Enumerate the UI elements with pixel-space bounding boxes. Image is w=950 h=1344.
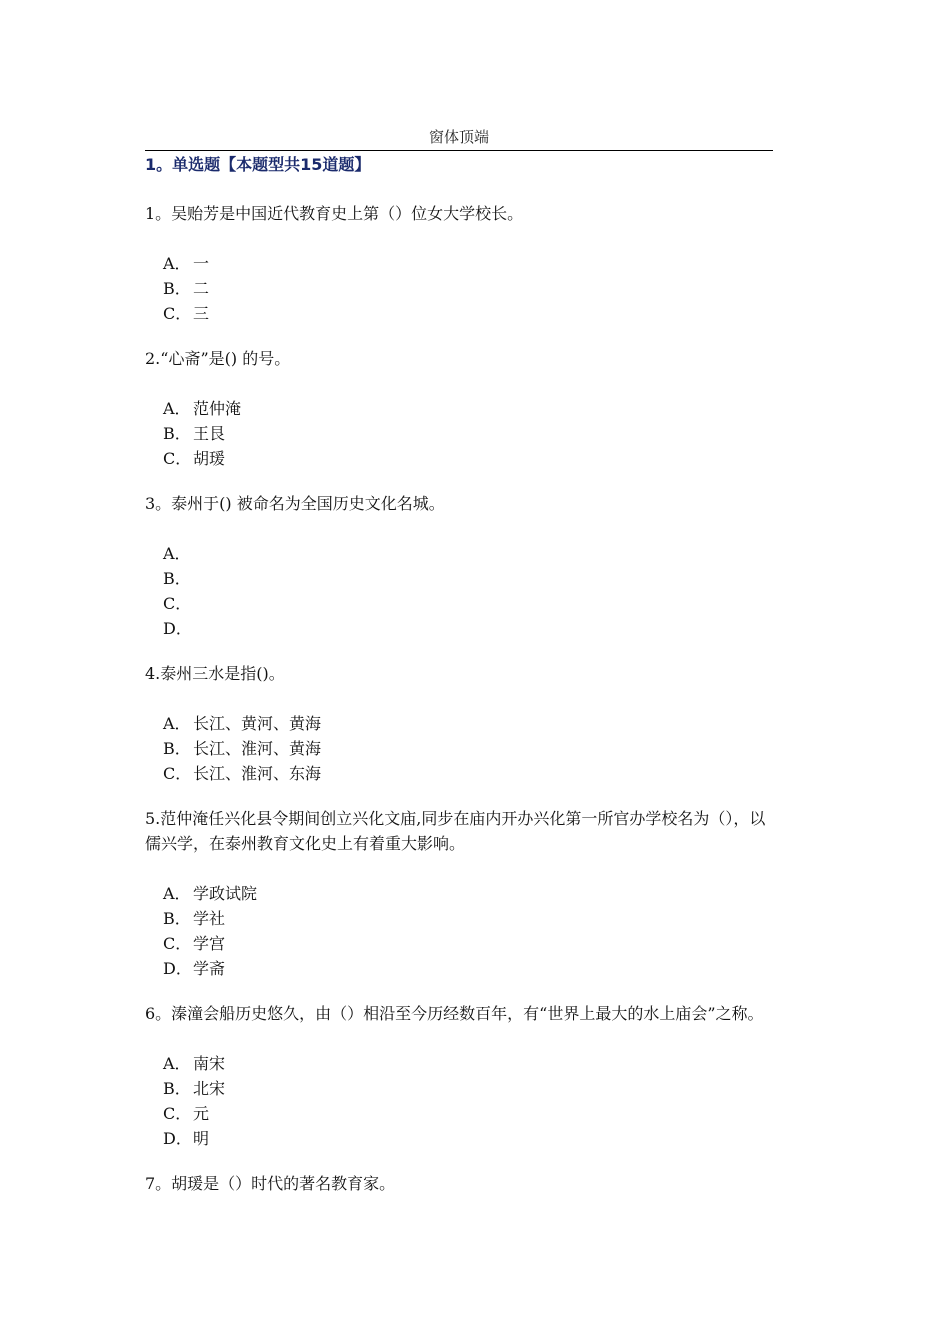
option-letter: C．: [163, 449, 192, 468]
form-top-divider: [145, 150, 773, 151]
answer-option[interactable]: [163, 421, 773, 446]
answer-option[interactable]: [163, 761, 773, 786]
option-text: 二: [193, 279, 210, 298]
answer-option[interactable]: [163, 446, 773, 471]
question-list: [145, 201, 773, 1221]
answer-option[interactable]: [163, 616, 773, 641]
question-text: 6。溱潼会船历史悠久，由（）相沿至今历经数百年，有“世界上最大的水上庙会”之称。: [145, 1004, 764, 1023]
option-text: 明: [193, 1129, 210, 1148]
option-list: [145, 881, 773, 981]
option-letter: B．: [163, 424, 191, 443]
form-top-label: 窗体顶端: [428, 128, 489, 146]
answer-option[interactable]: [163, 591, 773, 616]
option-list: [145, 396, 773, 471]
question-text: 1。吴贻芳是中国近代教育史上第（）位女大学校长。: [145, 204, 524, 223]
question-block: [145, 201, 773, 326]
question-block: [145, 346, 773, 471]
option-letter: A．: [163, 399, 191, 418]
question-text: 4.泰州三水是指()。: [145, 664, 285, 683]
answer-option[interactable]: [163, 906, 773, 931]
option-text: 元: [193, 1104, 210, 1123]
option-letter: C．: [163, 1104, 192, 1123]
option-letter: A．: [163, 544, 191, 563]
option-text: 学社: [193, 909, 226, 928]
answer-option[interactable]: [163, 711, 773, 736]
option-letter: C．: [163, 594, 192, 613]
question-text: 2.“心斋”是() 的号。: [145, 349, 291, 368]
answer-option[interactable]: [163, 301, 773, 326]
option-letter: A．: [163, 884, 191, 903]
option-list: [145, 711, 773, 786]
answer-option[interactable]: [163, 956, 773, 981]
answer-option[interactable]: [163, 276, 773, 301]
answer-option[interactable]: [163, 566, 773, 591]
option-letter: D．: [163, 1129, 192, 1148]
question-block: [145, 1001, 773, 1151]
option-text: 长江、黄河、黄海: [193, 714, 322, 733]
question-block: [145, 491, 773, 641]
option-text: 胡瑗: [193, 449, 226, 468]
answer-option[interactable]: [163, 1101, 773, 1126]
question-block: [145, 661, 773, 786]
question-text: 5.范仲淹任兴化县令期间创立兴化文庙,同步在庙内开办兴化第一所官办学校名为（），以儒兴学，在泰州教育文化史上有着重大影响。: [145, 809, 766, 853]
option-letter: D．: [163, 959, 192, 978]
option-letter: B．: [163, 909, 191, 928]
answer-option[interactable]: [163, 1076, 773, 1101]
option-text: 王艮: [193, 424, 226, 443]
question-text: 3。泰州于() 被命名为全国历史文化名城。: [145, 494, 445, 513]
option-list: [145, 541, 773, 641]
option-text: 长江、淮河、黄海: [193, 739, 322, 758]
answer-option[interactable]: [163, 1051, 773, 1076]
option-text: 南宋: [193, 1054, 226, 1073]
answer-option[interactable]: [163, 396, 773, 421]
option-letter: A．: [163, 254, 191, 273]
option-text: 学政试院: [193, 884, 258, 903]
option-letter: C．: [163, 934, 192, 953]
answer-option[interactable]: [163, 251, 773, 276]
option-text: 学宫: [193, 934, 226, 953]
option-letter: B．: [163, 569, 191, 588]
option-letter: D．: [163, 619, 192, 638]
question-block: [145, 1171, 773, 1196]
answer-option[interactable]: [163, 541, 773, 566]
option-list: [145, 251, 773, 326]
option-text: 长江、淮河、东海: [193, 764, 322, 783]
option-text: 一: [193, 254, 210, 273]
answer-option[interactable]: [163, 931, 773, 956]
option-list: [145, 1051, 773, 1151]
option-text: 学斋: [193, 959, 226, 978]
section-heading: 1。单选题【本题型共15道题】: [145, 155, 371, 174]
option-letter: A．: [163, 714, 191, 733]
answer-option[interactable]: [163, 881, 773, 906]
option-text: 北宋: [193, 1079, 226, 1098]
option-letter: B．: [163, 279, 191, 298]
option-letter: A．: [163, 1054, 191, 1073]
option-letter: C．: [163, 764, 192, 783]
answer-option[interactable]: [163, 1126, 773, 1151]
option-text: 三: [193, 304, 210, 323]
option-letter: C．: [163, 304, 192, 323]
question-text: 7。胡瑗是（）时代的著名教育家。: [145, 1174, 396, 1193]
option-letter: B．: [163, 1079, 191, 1098]
option-text: 范仲淹: [193, 399, 242, 418]
option-letter: B．: [163, 739, 191, 758]
question-block: [145, 806, 773, 981]
answer-option[interactable]: [163, 736, 773, 761]
